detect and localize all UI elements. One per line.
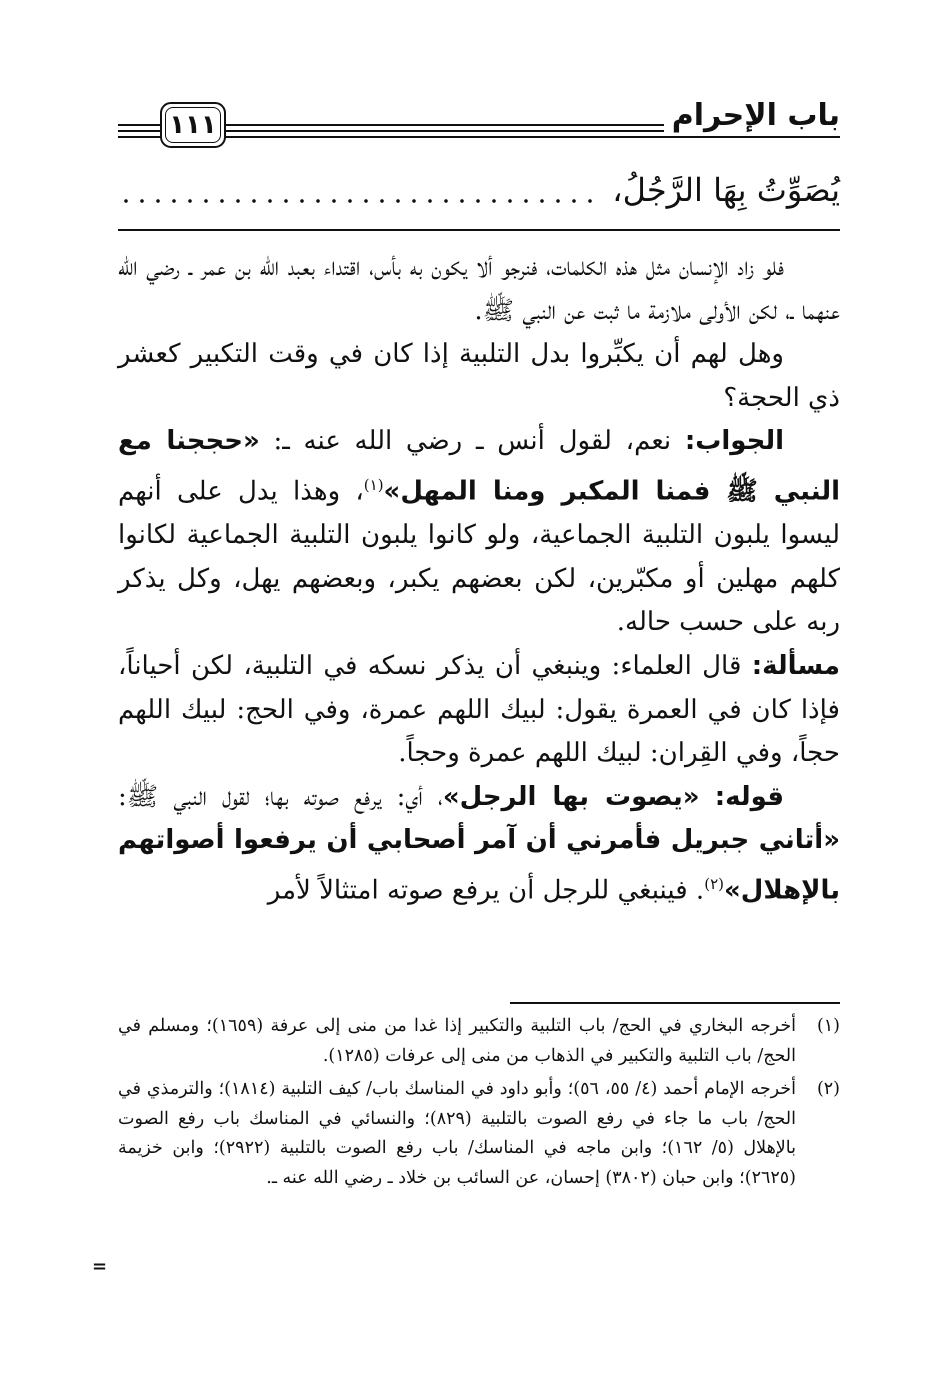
- header-rule-bottom: [118, 136, 840, 138]
- commentary-paragraph: [118, 776, 840, 913]
- hadith-quote: «حججنا مع النبي ﷺ فمنا المكبر ومنا المهل»: [118, 426, 840, 507]
- answer-paragraph: [118, 420, 840, 645]
- paragraph-text: فلو زاد الإنسان مثل هذه الكلمات، فنرجو ألا يكون به بأس، اقتداء بعبد الله بن عمر ـ رضي الله عنهما ـ، لكن الأولى ملازمة ما ثبت عن النبي ﷺ.: [118, 252, 840, 326]
- footnote-marker: (٢): [816, 1079, 840, 1099]
- answer-lead: الجواب:: [684, 426, 785, 457]
- paragraph-text: قال العلماء: وينبغي أن يذكر نسكه في التلبية، لكن أحياناً، فإذا كان في العمرة يقول: لبيك اللهم عمرة، وفي الحج: لبيك اللهم حجاً، وفي القِران: لبيك اللهم عمرة وحجاً.: [118, 651, 840, 769]
- footnote-separator: [510, 1002, 840, 1004]
- matn-quote: «يصوت بها الرجل»: [442, 781, 700, 812]
- continuation-mark: =: [92, 1256, 108, 1277]
- paragraph: [118, 333, 840, 420]
- hadith-quote: «أتاني جبريل فأمرني أن آمر أصحابي أن يرفعوا أصواتهم بالإهلال»: [118, 825, 840, 906]
- footnote-ref: (١): [363, 475, 384, 494]
- paragraph-text: . فينبغي للرجل أن يرفع صوته امتثالاً لأمر: [267, 875, 705, 906]
- paragraph-text: ، أي: يرفع صوته بها؛ لقول النبي ﷺ:: [118, 781, 443, 812]
- spacer-text: [700, 782, 715, 812]
- page-number-frame: [160, 102, 226, 148]
- matn-line: [118, 160, 840, 220]
- footnote-ref: (٢): [704, 874, 724, 893]
- body-text: [118, 246, 840, 913]
- matn-dotted-leader: [118, 199, 600, 203]
- footnote-marker: (١): [816, 1016, 840, 1036]
- paragraph-text: نعم، لقول أنس ـ رضي الله عنه ـ:: [259, 426, 685, 457]
- footnote: [118, 1012, 840, 1071]
- footnotes: [118, 1012, 840, 1197]
- paragraph-text: ، وهذا يدل على أنهم ليسوا يلبون التلبية الجماعية، ولو كانوا يلبون التلبية الجماعية لكانوا كلهم مهلين أو مكبّرين، لكن بعضهم يكبر، وبعضهم يهل، وكل يذكر ربه على حسب حاله.: [118, 476, 840, 638]
- issue-paragraph: [118, 645, 840, 776]
- page-number: ١١١: [165, 107, 221, 143]
- matn-separator-rule: [118, 229, 840, 231]
- commentary-lead: قوله:: [714, 781, 784, 812]
- matn-text: يُصَوِّتُ بِهَا الرَّجُلُ،: [612, 171, 840, 209]
- chapter-title: باب الإحرام: [664, 98, 840, 133]
- footnote-text: أخرجه البخاري في الحج/ باب التلبية والتكبير إذا غدا من منى إلى عرفة (١٦٥٩)؛ ومسلم في الحج/ باب التلبية والتكبير في الذهاب من منى إلى عرفات (١٢٨٥).: [118, 1016, 796, 1066]
- issue-lead: مسألة:: [751, 651, 840, 681]
- footnote-text: أخرجه الإمام أحمد (٤/ ٥٥، ٥٦)؛ وأبو داود في المناسك باب/ كيف التلبية (١٨١٤)؛ والترمذي في الحج/ باب ما جاء في رفع الصوت بالتلبية (٨٢٩)؛ والنسائي في المناسك باب رفع الصوت بالإهلال (٥/ ١٦٢)؛ وابن ماجه في المناسك/ باب رفع الصوت بالتلبية (٢٩٢٢)؛ وابن خزيمة (٢٦٢٥)؛ وابن حبان (٣٨٠٢) إحسان، عن السائب بن خلاد ـ رضي الله عنه ـ.: [118, 1079, 796, 1188]
- footnote: [118, 1075, 840, 1193]
- paragraph-text: وهل لهم أن يكبِّروا بدل التلبية إذا كان في وقت التكبير كعشر ذي الحجة؟: [118, 339, 840, 413]
- running-header: [118, 96, 840, 156]
- paragraph: [118, 246, 840, 333]
